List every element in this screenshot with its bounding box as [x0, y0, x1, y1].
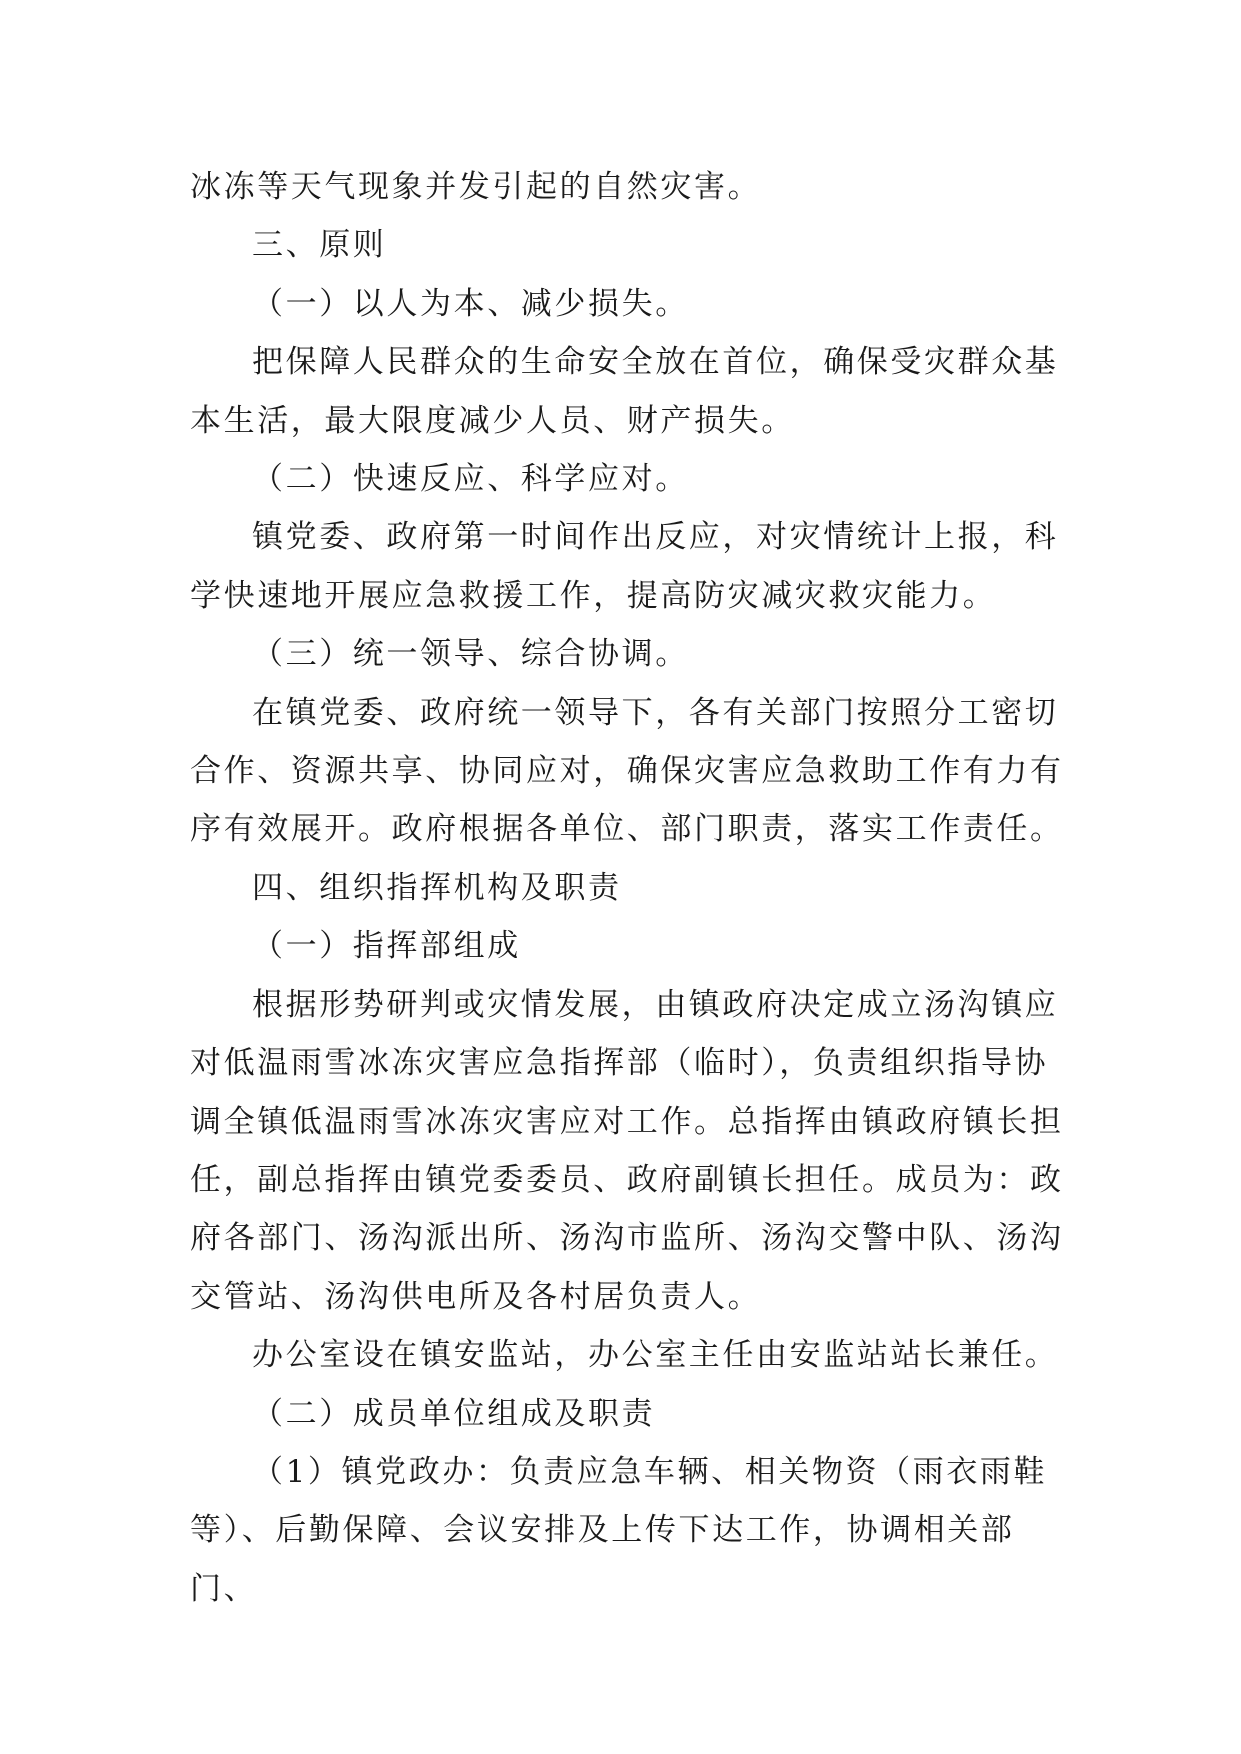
section-heading-principles: 三、原则 [252, 227, 387, 264]
section-heading-organization: 四、组织指挥机构及职责 [252, 869, 622, 906]
subheading-unified-leadership: （三）统一领导、综合协调。 [252, 636, 689, 673]
subheading-member-units: （二）成员单位组成及职责 [252, 1395, 656, 1432]
paragraph-office-location: 办公室设在镇安监站，办公室主任由安监站站长兼任。 [252, 1337, 1059, 1374]
paragraph-fast-response: 镇党委、政府第一时间作出反应，对灾情统计上报，科学快速地开展应急救援工作，提高防灾减灾救灾能力。 [190, 519, 1059, 614]
paragraph-continuation: 冰冻等天气现象并发引起的自然灾害。 [190, 169, 762, 205]
document-body [190, 158, 1070, 1618]
paragraph-party-office-duties: （1）镇党政办：负责应急车辆、相关物资（雨衣雨鞋等）、后勤保障、会议安排及上传下达工作，协调相关部门、 [190, 1453, 1048, 1607]
paragraph-command-composition: 根据形势研判或灾情发展，由镇政府决定成立汤沟镇应对低温雨雪冰冻灾害应急指挥部（临时），负责组织指导协调全镇低温雨雪冰冻灾害应对工作。总指挥由镇政府镇长担任，副总指挥由镇党委委员、政府副镇长担任。成员为：政府各部门、汤沟派出所、汤沟市监所、汤沟交警中队、汤沟交管站、汤沟供电所及各村居负责人。 [190, 986, 1064, 1315]
subheading-command-composition: （一）指挥部组成 [252, 928, 521, 965]
subheading-fast-response: （二）快速反应、科学应对。 [252, 461, 689, 498]
paragraph-unified-leadership: 在镇党委、政府统一领导下，各有关部门按照分工密切合作、资源共享、协同应对，确保灾害应急救助工作有力有序有效展开。政府根据各单位、部门职责，落实工作责任。 [190, 694, 1064, 848]
subheading-people-first: （一）以人为本、减少损失。 [252, 285, 689, 322]
paragraph-people-first: 把保障人民群众的生命安全放在首位，确保受灾群众基本生活，最大限度减少人员、财产损失。 [190, 344, 1059, 439]
